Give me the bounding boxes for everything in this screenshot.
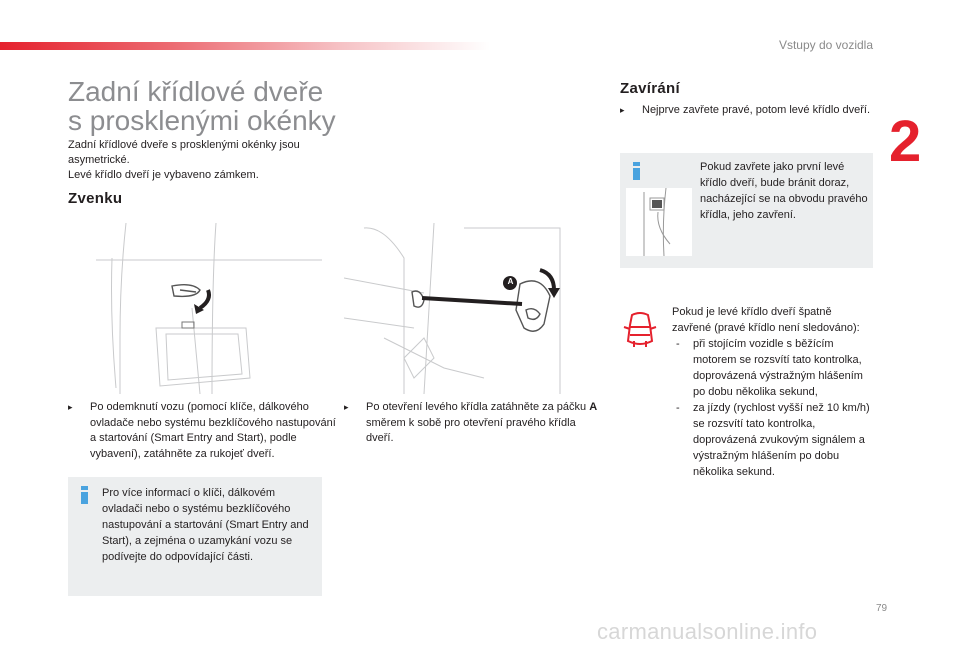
header-accent-bar bbox=[0, 42, 490, 50]
lever-a-label: A bbox=[507, 277, 514, 286]
warning-intro: Pokud je levé křídlo dveří špatně zavřené (pravé křídlo není sledováno): bbox=[672, 306, 860, 334]
intro-line2: Levé křídlo dveří je vybaveno zámkem. bbox=[68, 169, 259, 181]
closing-info-box bbox=[620, 153, 873, 268]
outside-bullet-right-pre: Po otevření levého křídla zatáhněte za páčku bbox=[366, 401, 590, 413]
watermark: carmanualsonline.info bbox=[597, 619, 818, 644]
outside-info-text: Pro více informací o klíči, dálkovém ovladači nebo o systému bezklíčového nastupování a startování (Smart Entry and Start), a zejména o uzamykání vozu se podívejte do odpovídající části. bbox=[102, 487, 309, 563]
outside-bullet-left-text: Po odemknutí vozu (pomocí klíče, dálkového ovladače nebo systému bezklíčového nastupování a startování (Smart Entry and Start), podle vybavení), zatáhněte za rukojeť dveří. bbox=[90, 401, 336, 460]
door-handle-drawing bbox=[96, 218, 322, 394]
closing-bullet bbox=[620, 103, 882, 119]
outside-bullet-right bbox=[344, 400, 598, 447]
page-number: 79 bbox=[876, 603, 888, 614]
closing-bullet-text: Nejprve zavřete pravé, potom levé křídlo dveří. bbox=[642, 104, 871, 116]
door-stop-drawing bbox=[626, 188, 692, 256]
page-title-line2: s prosklenými okénky bbox=[68, 105, 336, 136]
page-title bbox=[68, 77, 336, 135]
warning-item-text: při stojícím vozidle s běžícím motorem se rozsvítí tato kontrolka, doprovázená výstražným hlášením po dobu několika sekund, bbox=[693, 338, 863, 398]
section-title: Vstupy do vozidla bbox=[778, 38, 873, 52]
outside-bullet-right-bold: A bbox=[589, 401, 598, 413]
warning-item: - za jízdy (rychlost vyšší než 10 km/h) se rozsvítí tato kontrolka, doprovázená zvukovým signálem a výstražným hlášením po dobu několika sekund. bbox=[676, 402, 870, 478]
outside-bullet-left bbox=[68, 400, 336, 462]
warning-item-text: za jízdy (rychlost vyšší než 10 km/h) se rozsvítí tato kontrolka, doprovázená zvukovým signálem a výstražným hlášením po dobu několika sekund. bbox=[693, 402, 870, 478]
lever-a-illustration bbox=[344, 218, 576, 394]
bullet-marker-icon: ▸ bbox=[620, 105, 625, 115]
info-icon bbox=[81, 486, 88, 504]
door-open-warning-icon bbox=[622, 311, 658, 349]
info-icon bbox=[633, 162, 640, 180]
intro-text bbox=[68, 138, 338, 183]
outside-bullet-right-post: směrem k sobě pro otevření pravého křídla dveří. bbox=[366, 416, 576, 444]
lever-drawing bbox=[344, 218, 576, 394]
bullet-marker-icon: ▸ bbox=[344, 402, 349, 412]
bullet-marker-icon: ▸ bbox=[68, 402, 73, 412]
door-handle-illustration bbox=[96, 218, 322, 394]
intro-line1: Zadní křídlové dveře s prosklenými okénky jsou asymetrické. bbox=[68, 139, 300, 166]
door-warning-text bbox=[672, 304, 872, 480]
closing-info-text: Pokud zavřete jako první levé křídlo dveří, bude bránit doraz, nacházející se na obvodu pravého křídla, jeho zavření. bbox=[700, 161, 868, 221]
heading-closing: Zavírání bbox=[620, 80, 680, 97]
outside-info-box bbox=[68, 477, 322, 596]
door-open-warning-drawing bbox=[622, 311, 658, 349]
warning-item: - při stojícím vozidle s běžícím motorem se rozsvítí tato kontrolka, doprovázená výstražným hlášením po dobu několika sekund, bbox=[676, 338, 863, 398]
page-title-line1: Zadní křídlové dveře bbox=[68, 76, 324, 107]
door-stop-illustration bbox=[626, 188, 692, 256]
chapter-number: 2 bbox=[889, 109, 922, 174]
heading-outside: Zvenku bbox=[68, 190, 123, 207]
